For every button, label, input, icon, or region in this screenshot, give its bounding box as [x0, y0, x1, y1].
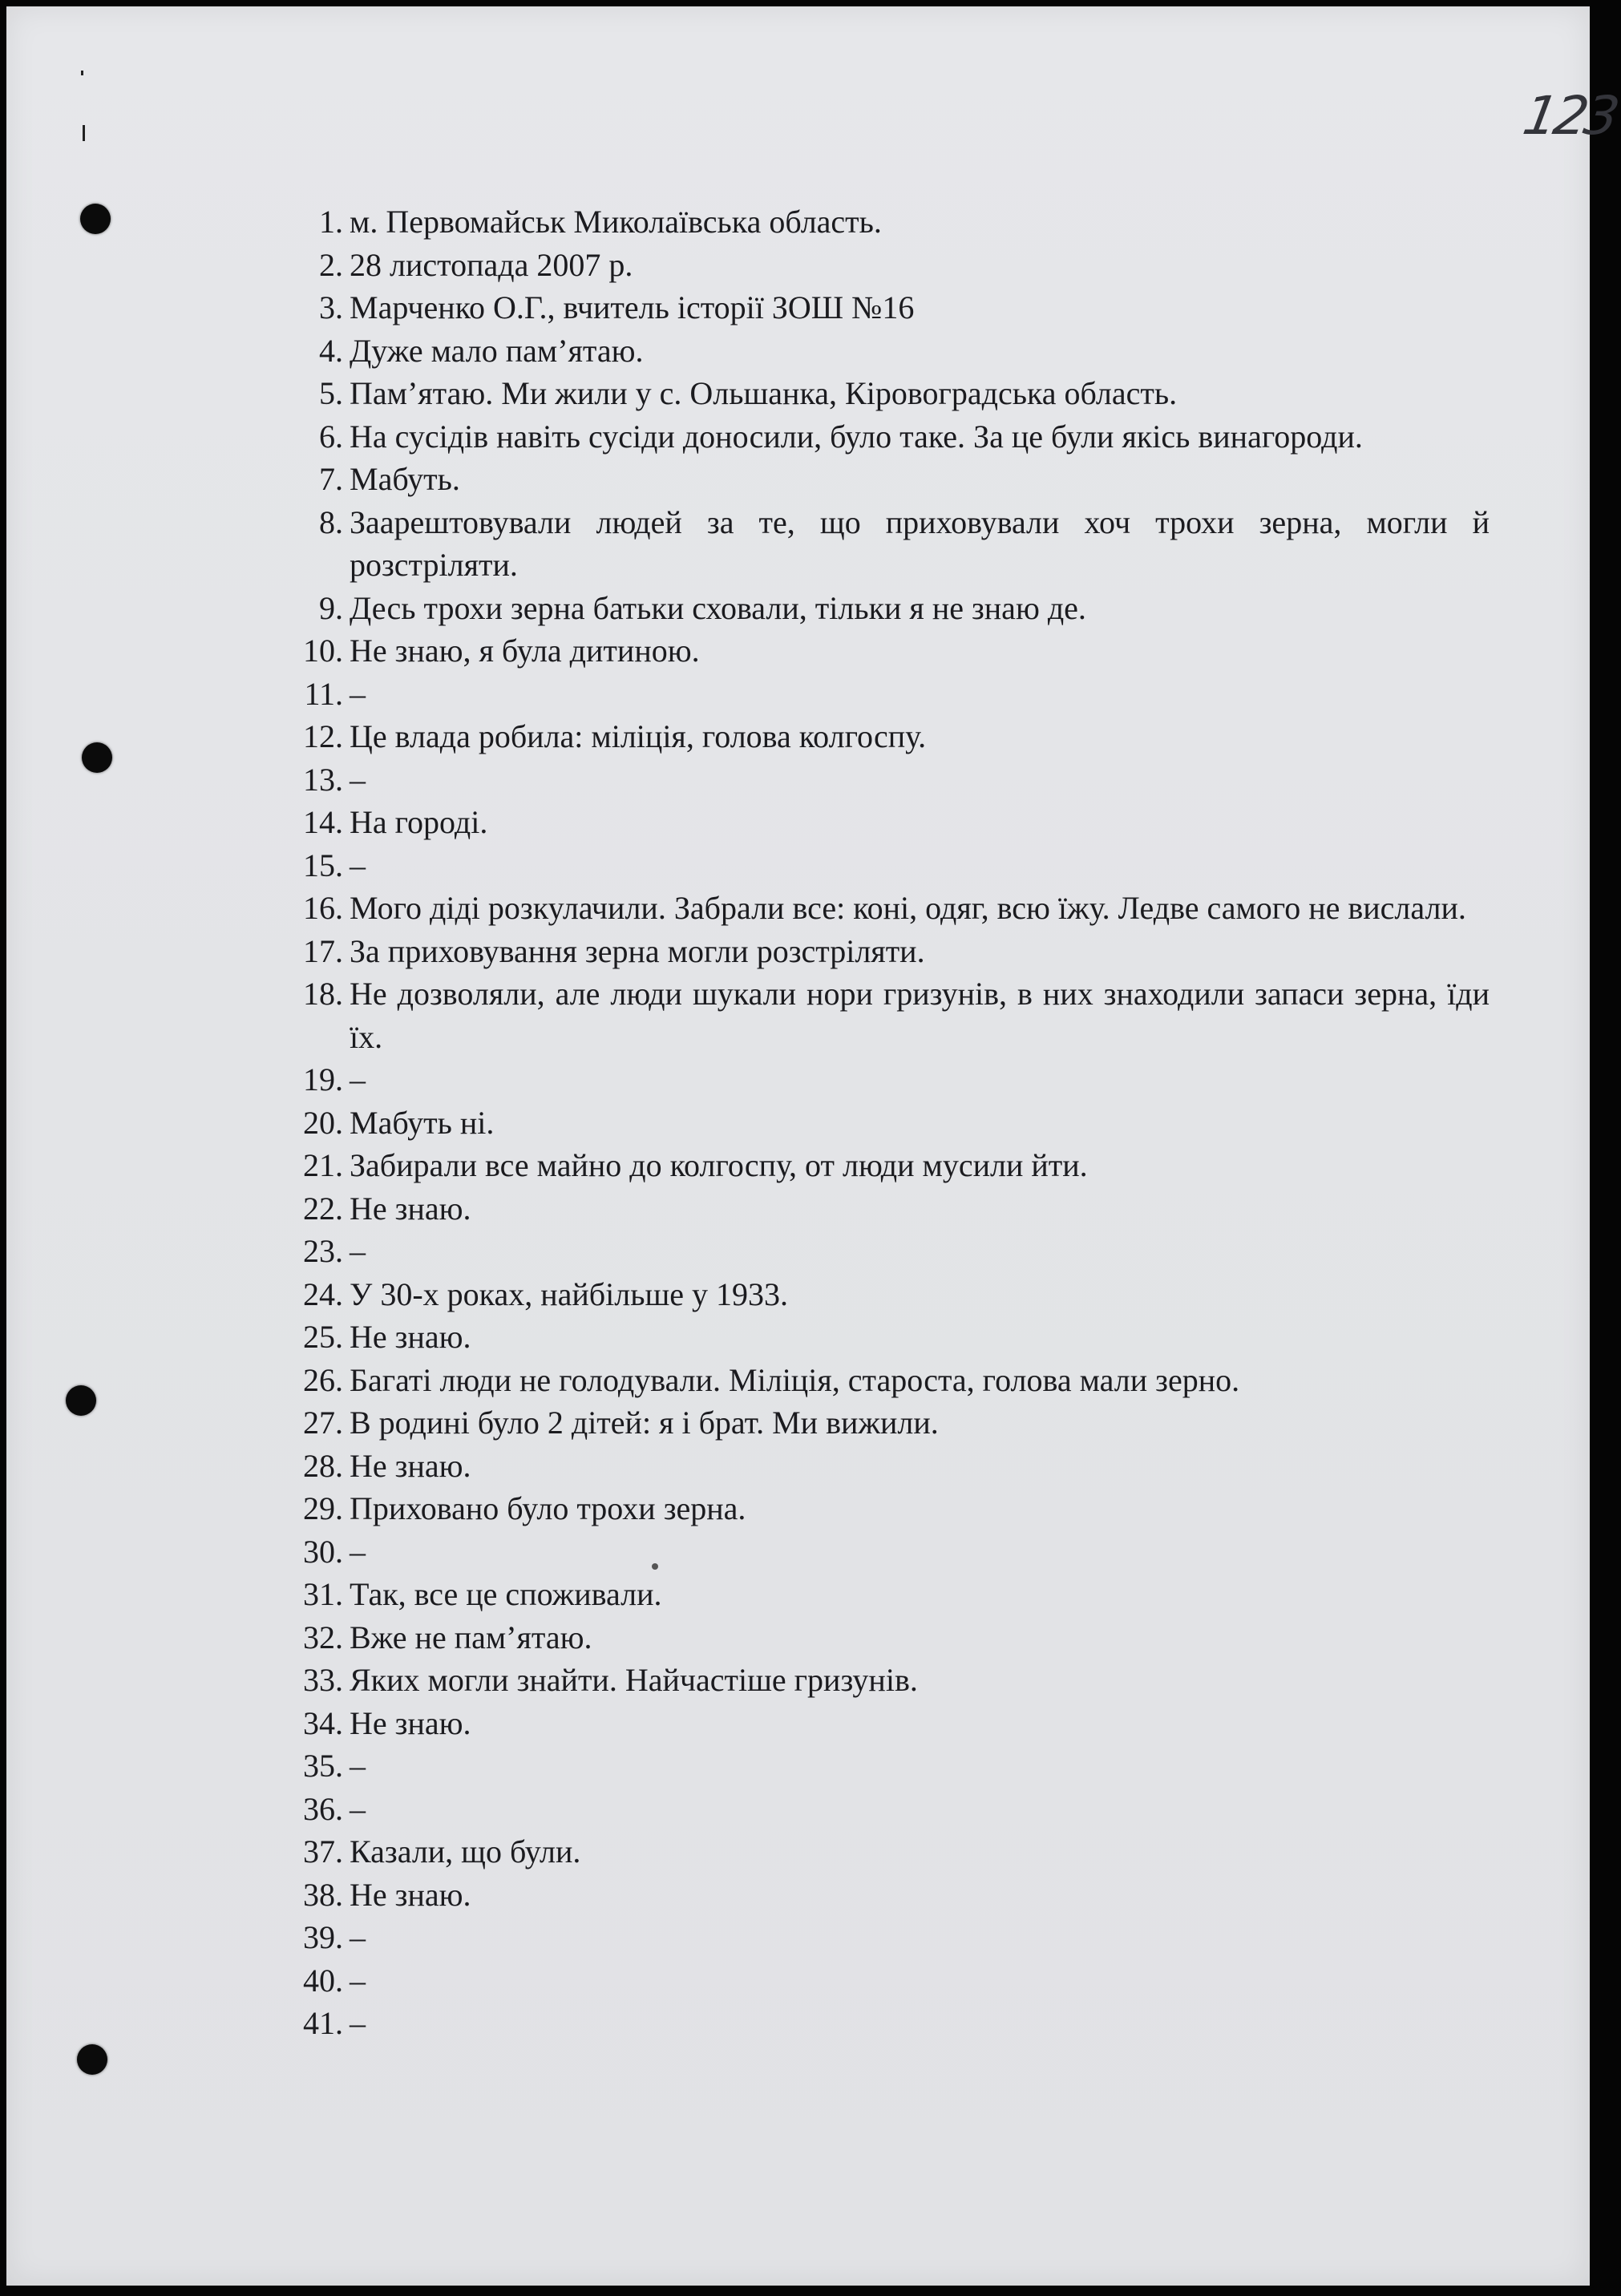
answer-number: 2.: [319, 246, 343, 283]
answer-text: Десь трохи зерна батьки сховали, тільки я не знаю де.: [350, 589, 1086, 626]
answer-item: [289, 2002, 1490, 2045]
answer-text: –: [350, 1919, 366, 1955]
answer-text: Мабуть.: [350, 461, 460, 497]
answer-number: 24.: [303, 1275, 343, 1312]
answer-item: [289, 501, 1490, 587]
answer-item: [289, 587, 1490, 630]
answer-text: Забирали все майно до колгоспу, от люди мусили йти.: [350, 1147, 1088, 1183]
answer-item: [289, 1316, 1490, 1359]
answer-number: 40.: [303, 1962, 343, 1999]
answer-number: 12.: [303, 718, 343, 754]
margin-mark: [83, 125, 85, 141]
punch-hole-icon: [77, 2044, 107, 2075]
answer-item: [289, 1445, 1490, 1488]
answer-text: Марченко О.Г., вчитель історії ЗОШ №16: [350, 289, 915, 325]
answer-text: Не знаю.: [350, 1704, 471, 1741]
answer-item: [289, 1102, 1490, 1145]
answer-item: [289, 715, 1490, 758]
answer-number: 18.: [303, 976, 343, 1012]
answer-item: [289, 415, 1490, 459]
answer-number: 37.: [303, 1833, 343, 1870]
document-page: [6, 6, 1621, 2286]
answer-text: Не знаю.: [350, 1876, 471, 1913]
answer-text: –: [350, 675, 366, 712]
answer-number: 13.: [303, 761, 343, 798]
answer-item: [289, 1230, 1490, 1273]
answer-item: [289, 1830, 1490, 1874]
answer-item: [289, 372, 1490, 415]
answer-item: [289, 1401, 1490, 1445]
answer-item: [289, 1744, 1490, 1788]
answer-item: [289, 1788, 1490, 1831]
answer-text: Так, все це споживали.: [350, 1576, 662, 1612]
answer-number: 32.: [303, 1619, 343, 1655]
answer-text: Не знаю.: [350, 1319, 471, 1355]
answer-text: Не знаю, я була дитиною.: [350, 633, 700, 669]
answer-number: 41.: [303, 2005, 343, 2041]
answer-item: [289, 1916, 1490, 1959]
answer-text: За приховування зерна могли розстріляти.: [350, 932, 925, 969]
answer-number: 21.: [303, 1147, 343, 1183]
answer-text: Казали, що були.: [350, 1833, 581, 1870]
answer-number: 35.: [303, 1748, 343, 1784]
answer-item: [289, 1659, 1490, 1702]
answer-number: 15.: [303, 847, 343, 883]
answer-item: [289, 458, 1490, 501]
answer-text: Не знаю.: [350, 1190, 471, 1227]
answer-number: 25.: [303, 1319, 343, 1355]
answer-text: В родині було 2 дітей: я і брат. Ми вижили.: [350, 1405, 939, 1441]
answer-text: Заарештовували людей за те, що приховували хоч трохи зерна, могли й розстріляти.: [350, 503, 1490, 583]
answer-text: 28 листопада 2007 р.: [350, 246, 633, 283]
answer-item: [289, 1573, 1490, 1616]
answer-number: 6.: [319, 418, 343, 455]
answer-text: Мабуть ні.: [350, 1104, 495, 1141]
answer-number: 29.: [303, 1490, 343, 1526]
answer-number: 20.: [303, 1104, 343, 1141]
answer-item: [289, 1530, 1490, 1574]
answer-text: –: [350, 1790, 366, 1827]
answer-item: [289, 244, 1490, 287]
handwritten-page-number: 123: [1518, 85, 1621, 147]
answer-item: [289, 1959, 1490, 2003]
answer-item: [289, 329, 1490, 373]
answer-number: 30.: [303, 1533, 343, 1570]
answer-number: 23.: [303, 1233, 343, 1269]
answer-number: 3.: [319, 289, 343, 325]
answer-text: –: [350, 1748, 366, 1784]
answer-text: м. Первомайськ Миколаївська область.: [350, 204, 882, 240]
answer-item: [289, 1144, 1490, 1187]
answer-item: [289, 887, 1490, 930]
answer-number: 38.: [303, 1876, 343, 1913]
answer-number: 5.: [319, 375, 343, 411]
answer-item: [289, 844, 1490, 887]
answer-number: 31.: [303, 1576, 343, 1612]
answer-number: 9.: [319, 589, 343, 626]
answer-number: 33.: [303, 1662, 343, 1698]
answer-text: –: [350, 847, 366, 883]
answer-number: 1.: [319, 204, 343, 240]
answer-item: [289, 629, 1490, 673]
answer-item: [289, 286, 1490, 329]
answer-item: [289, 1187, 1490, 1231]
answer-number: 19.: [303, 1061, 343, 1097]
answer-text: Пам’ятаю. Ми жили у с. Ольшанка, Кіровоградська область.: [350, 375, 1178, 411]
answer-number: 16.: [303, 890, 343, 926]
answer-number: 4.: [319, 332, 343, 369]
answer-item: [289, 1702, 1490, 1745]
punch-hole-icon: [80, 204, 111, 234]
answer-item: [289, 1487, 1490, 1530]
punch-hole-icon: [66, 1385, 96, 1416]
answer-number: 11.: [304, 675, 343, 712]
answer-item: [289, 1874, 1490, 1917]
answer-text: –: [350, 1533, 366, 1570]
answer-item: [289, 1359, 1490, 1402]
answer-text: –: [350, 2005, 366, 2041]
answer-item: [289, 1058, 1490, 1102]
answer-number: 10.: [303, 633, 343, 669]
answer-text: У 30-х роках, найбільше у 1933.: [350, 1275, 789, 1312]
answer-text: На городі.: [350, 804, 488, 840]
answer-text: Багаті люди не голодували. Міліція, староста, голова мали зерно.: [350, 1361, 1240, 1398]
answer-item: [289, 758, 1490, 802]
answer-text: На сусідів навіть сусіди доносили, було таке. За це були якісь винагороди.: [350, 418, 1363, 455]
answer-number: 7.: [319, 461, 343, 497]
answer-number: 34.: [303, 1704, 343, 1741]
answer-text: Не знаю.: [350, 1447, 471, 1484]
answer-item: [289, 972, 1490, 1058]
answer-text: Вже не пам’ятаю.: [350, 1619, 592, 1655]
answer-number: 8.: [319, 503, 343, 540]
answer-item: [289, 673, 1490, 716]
answer-text: Яких могли знайти. Найчастіше гризунів.: [350, 1662, 918, 1698]
answer-item: [289, 200, 1490, 244]
answer-number: 22.: [303, 1190, 343, 1227]
punch-hole-icon: [82, 742, 112, 773]
answer-number: 14.: [303, 804, 343, 840]
answer-text: Дуже мало пам’ятаю.: [350, 332, 644, 369]
answer-number: 28.: [303, 1447, 343, 1484]
answer-number: 36.: [303, 1790, 343, 1827]
answer-text: –: [350, 1233, 366, 1269]
answer-item: [289, 1273, 1490, 1316]
answer-item: [289, 930, 1490, 973]
answer-number: 17.: [303, 932, 343, 969]
answer-number: 27.: [303, 1405, 343, 1441]
answer-text: –: [350, 1962, 366, 1999]
answer-text: Не дозволяли, але люди шукали нори гризунів, в них знаходили запаси зерна, їди їх.: [350, 976, 1490, 1055]
margin-mark: [81, 71, 83, 75]
answer-text: –: [350, 761, 366, 798]
answer-number: 26.: [303, 1361, 343, 1398]
answer-text: Мого діді розкулачили. Забрали все: коні, одяг, всю їжу. Ледве самого не вислали.: [350, 890, 1466, 926]
answer-text: Приховано було трохи зерна.: [350, 1490, 746, 1526]
answer-list: [289, 200, 1490, 2045]
answer-number: 39.: [303, 1919, 343, 1955]
answer-item: [289, 1616, 1490, 1659]
answer-text: –: [350, 1061, 366, 1097]
answer-item: [289, 801, 1490, 844]
answer-text: Це влада робила: міліція, голова колгоспу.: [350, 718, 927, 754]
